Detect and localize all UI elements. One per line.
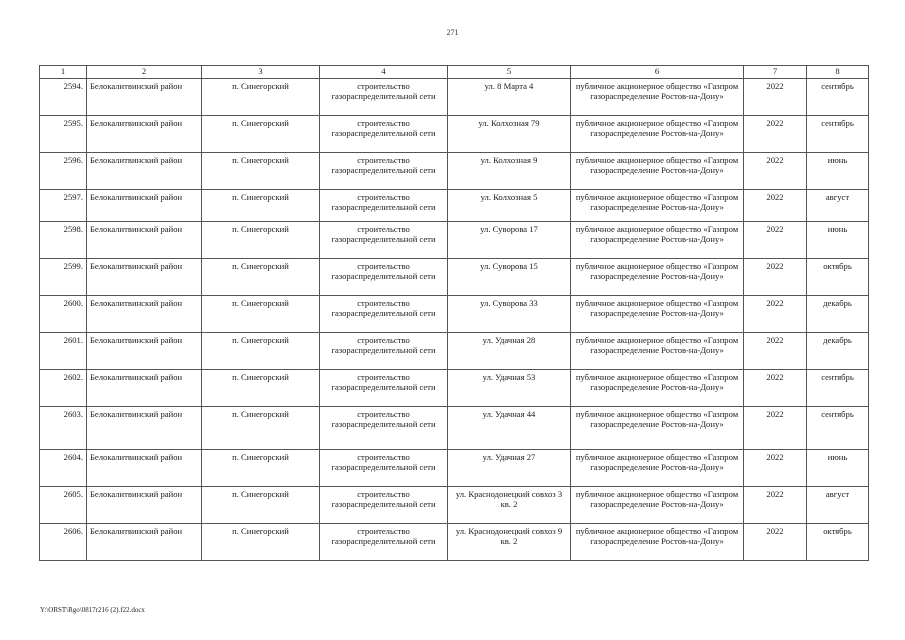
district-cell: Белокалитвинский район bbox=[87, 370, 202, 407]
settlement-cell: п. Синегорский bbox=[202, 524, 320, 561]
work-type-cell: строительство газораспределительной сети bbox=[320, 370, 448, 407]
row-number: 2603. bbox=[40, 407, 87, 450]
row-number: 2605. bbox=[40, 487, 87, 524]
table-row bbox=[40, 116, 869, 153]
district-cell: Белокалитвинский район bbox=[87, 333, 202, 370]
year-cell: 2022 bbox=[744, 524, 807, 561]
address-cell: ул. Колхозная 5 bbox=[448, 190, 571, 222]
settlement-cell: п. Синегорский bbox=[202, 79, 320, 116]
gas-network-schedule-table bbox=[39, 65, 869, 561]
month-cell: сентябрь bbox=[807, 370, 869, 407]
settlement-cell: п. Синегорский bbox=[202, 116, 320, 153]
month-cell: июнь bbox=[807, 222, 869, 259]
district-cell: Белокалитвинский район bbox=[87, 222, 202, 259]
settlement-cell: п. Синегорский bbox=[202, 370, 320, 407]
organization-cell: публичное акционерное общество «Газпром газораспределение Ростов-на-Дону» bbox=[571, 79, 744, 116]
column-header: 4 bbox=[320, 66, 448, 79]
row-number: 2600. bbox=[40, 296, 87, 333]
year-cell: 2022 bbox=[744, 296, 807, 333]
work-type-cell: строительство газораспределительной сети bbox=[320, 190, 448, 222]
table-row bbox=[40, 296, 869, 333]
column-header: 6 bbox=[571, 66, 744, 79]
work-type-cell: строительство газораспределительной сети bbox=[320, 487, 448, 524]
organization-cell: публичное акционерное общество «Газпром газораспределение Ростов-на-Дону» bbox=[571, 450, 744, 487]
organization-cell: публичное акционерное общество «Газпром газораспределение Ростов-на-Дону» bbox=[571, 259, 744, 296]
district-cell: Белокалитвинский район bbox=[87, 153, 202, 190]
year-cell: 2022 bbox=[744, 259, 807, 296]
month-cell: август bbox=[807, 190, 869, 222]
row-number: 2595. bbox=[40, 116, 87, 153]
work-type-cell: строительство газораспределительной сети bbox=[320, 116, 448, 153]
column-header: 1 bbox=[40, 66, 87, 79]
year-cell: 2022 bbox=[744, 487, 807, 524]
organization-cell: публичное акционерное общество «Газпром газораспределение Ростов-на-Дону» bbox=[571, 487, 744, 524]
row-number: 2604. bbox=[40, 450, 87, 487]
column-header: 5 bbox=[448, 66, 571, 79]
settlement-cell: п. Синегорский bbox=[202, 487, 320, 524]
address-cell: ул. Суворова 15 bbox=[448, 259, 571, 296]
year-cell: 2022 bbox=[744, 450, 807, 487]
organization-cell: публичное акционерное общество «Газпром газораспределение Ростов-на-Дону» bbox=[571, 524, 744, 561]
column-header: 2 bbox=[87, 66, 202, 79]
address-cell: ул. Удачная 53 bbox=[448, 370, 571, 407]
table-row bbox=[40, 407, 869, 450]
work-type-cell: строительство газораспределительной сети bbox=[320, 153, 448, 190]
address-cell: ул. Удачная 44 bbox=[448, 407, 571, 450]
month-cell: август bbox=[807, 487, 869, 524]
table-row bbox=[40, 190, 869, 222]
work-type-cell: строительство газораспределительной сети bbox=[320, 296, 448, 333]
district-cell: Белокалитвинский район bbox=[87, 259, 202, 296]
work-type-cell: строительство газораспределительной сети bbox=[320, 450, 448, 487]
year-cell: 2022 bbox=[744, 407, 807, 450]
page-number: 271 bbox=[446, 28, 459, 37]
row-number: 2606. bbox=[40, 524, 87, 561]
settlement-cell: п. Синегорский bbox=[202, 190, 320, 222]
month-cell: сентябрь bbox=[807, 116, 869, 153]
district-cell: Белокалитвинский район bbox=[87, 450, 202, 487]
district-cell: Белокалитвинский район bbox=[87, 116, 202, 153]
address-cell: ул. Удачная 28 bbox=[448, 333, 571, 370]
table-row bbox=[40, 450, 869, 487]
organization-cell: публичное акционерное общество «Газпром газораспределение Ростов-на-Дону» bbox=[571, 116, 744, 153]
address-cell: ул. Суворова 33 bbox=[448, 296, 571, 333]
address-cell: ул. Колхозная 9 bbox=[448, 153, 571, 190]
organization-cell: публичное акционерное общество «Газпром газораспределение Ростов-на-Дону» bbox=[571, 153, 744, 190]
year-cell: 2022 bbox=[744, 370, 807, 407]
year-cell: 2022 bbox=[744, 333, 807, 370]
settlement-cell: п. Синегорский bbox=[202, 450, 320, 487]
district-cell: Белокалитвинский район bbox=[87, 487, 202, 524]
month-cell: октябрь bbox=[807, 259, 869, 296]
organization-cell: публичное акционерное общество «Газпром газораспределение Ростов-на-Дону» bbox=[571, 222, 744, 259]
settlement-cell: п. Синегорский bbox=[202, 259, 320, 296]
work-type-cell: строительство газораспределительной сети bbox=[320, 222, 448, 259]
table-body bbox=[40, 79, 869, 561]
month-cell: июнь bbox=[807, 153, 869, 190]
organization-cell: публичное акционерное общество «Газпром газораспределение Ростов-на-Дону» bbox=[571, 296, 744, 333]
district-cell: Белокалитвинский район bbox=[87, 190, 202, 222]
table-row bbox=[40, 333, 869, 370]
row-number: 2596. bbox=[40, 153, 87, 190]
work-type-cell: строительство газораспределительной сети bbox=[320, 524, 448, 561]
month-cell: июнь bbox=[807, 450, 869, 487]
table-row bbox=[40, 370, 869, 407]
row-number: 2599. bbox=[40, 259, 87, 296]
table-row bbox=[40, 153, 869, 190]
organization-cell: публичное акционерное общество «Газпром газораспределение Ростов-на-Дону» bbox=[571, 370, 744, 407]
month-cell: декабрь bbox=[807, 296, 869, 333]
year-cell: 2022 bbox=[744, 222, 807, 259]
year-cell: 2022 bbox=[744, 116, 807, 153]
column-header: 8 bbox=[807, 66, 869, 79]
district-cell: Белокалитвинский район bbox=[87, 524, 202, 561]
column-header: 7 bbox=[744, 66, 807, 79]
row-number: 2598. bbox=[40, 222, 87, 259]
footer-file-path: Y:\ORST\Rgo\0817r216 (2).f22.docx bbox=[40, 606, 145, 614]
month-cell: сентябрь bbox=[807, 407, 869, 450]
work-type-cell: строительство газораспределительной сети bbox=[320, 259, 448, 296]
settlement-cell: п. Синегорский bbox=[202, 333, 320, 370]
table-row bbox=[40, 222, 869, 259]
month-cell: декабрь bbox=[807, 333, 869, 370]
table-header-row bbox=[40, 66, 869, 79]
district-cell: Белокалитвинский район bbox=[87, 296, 202, 333]
settlement-cell: п. Синегорский bbox=[202, 153, 320, 190]
settlement-cell: п. Синегорский bbox=[202, 407, 320, 450]
table-row bbox=[40, 487, 869, 524]
address-cell: ул. Колхозная 79 bbox=[448, 116, 571, 153]
table-row bbox=[40, 524, 869, 561]
year-cell: 2022 bbox=[744, 190, 807, 222]
address-cell: ул. 8 Марта 4 bbox=[448, 79, 571, 116]
work-type-cell: строительство газораспределительной сети bbox=[320, 79, 448, 116]
address-cell: ул. Суворова 17 bbox=[448, 222, 571, 259]
month-cell: сентябрь bbox=[807, 79, 869, 116]
organization-cell: публичное акционерное общество «Газпром газораспределение Ростов-на-Дону» bbox=[571, 407, 744, 450]
month-cell: октябрь bbox=[807, 524, 869, 561]
year-cell: 2022 bbox=[744, 79, 807, 116]
row-number: 2597. bbox=[40, 190, 87, 222]
settlement-cell: п. Синегорский bbox=[202, 222, 320, 259]
settlement-cell: п. Синегорский bbox=[202, 296, 320, 333]
organization-cell: публичное акционерное общество «Газпром газораспределение Ростов-на-Дону» bbox=[571, 333, 744, 370]
address-cell: ул. Краснодонецкий совхоз 9 кв. 2 bbox=[448, 524, 571, 561]
address-cell: ул. Краснодонецкий совхоз 3 кв. 2 bbox=[448, 487, 571, 524]
year-cell: 2022 bbox=[744, 153, 807, 190]
district-cell: Белокалитвинский район bbox=[87, 79, 202, 116]
organization-cell: публичное акционерное общество «Газпром газораспределение Ростов-на-Дону» bbox=[571, 190, 744, 222]
column-header: 3 bbox=[202, 66, 320, 79]
work-type-cell: строительство газораспределительной сети bbox=[320, 333, 448, 370]
table-row bbox=[40, 259, 869, 296]
district-cell: Белокалитвинский район bbox=[87, 407, 202, 450]
row-number: 2601. bbox=[40, 333, 87, 370]
row-number: 2594. bbox=[40, 79, 87, 116]
row-number: 2602. bbox=[40, 370, 87, 407]
table-row bbox=[40, 79, 869, 116]
address-cell: ул. Удачная 27 bbox=[448, 450, 571, 487]
work-type-cell: строительство газораспределительной сети bbox=[320, 407, 448, 450]
